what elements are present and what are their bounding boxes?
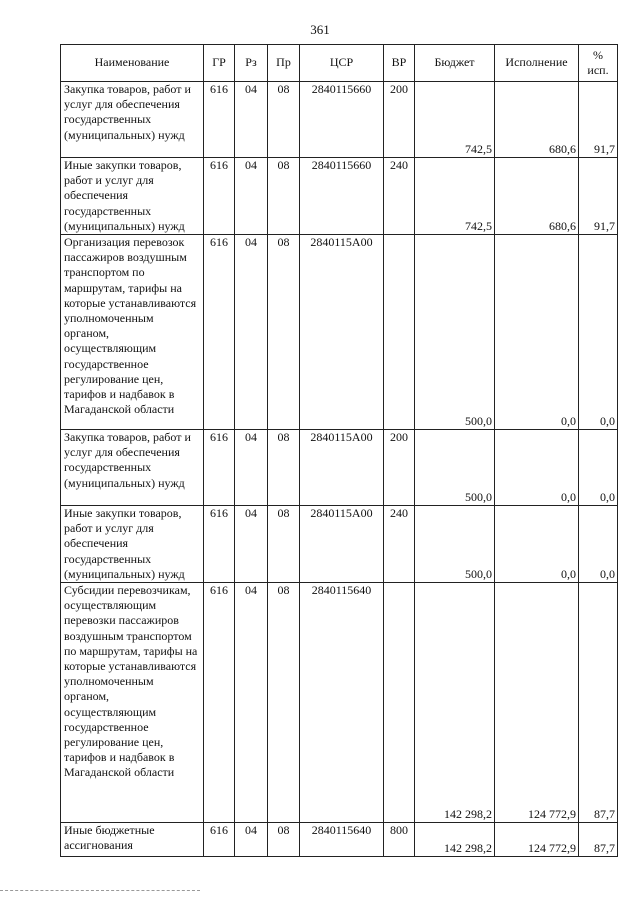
row-pct: 0,0 xyxy=(579,235,618,430)
row-budget: 500,0 xyxy=(415,430,495,506)
row-csr: 2840115640 xyxy=(300,583,384,823)
row-rz: 04 xyxy=(235,430,268,506)
row-name: Иные закупки товаров, работ и услуг для обеспечения государственных (муниципальных) нужд xyxy=(61,506,204,583)
row-rz: 04 xyxy=(235,158,268,235)
row-name: Организация перевозок пассажиров воздушным транспортом по маршрутам, тарифы на которые устанавливаются уполномоченным органом, осуществляющим государственное регулирование цен, тарифов и надбавок в Магаданской области xyxy=(61,235,204,430)
row-vr xyxy=(384,583,415,823)
row-gr: 616 xyxy=(204,583,235,823)
row-vr xyxy=(384,235,415,430)
row-execution: 0,0 xyxy=(495,430,579,506)
row-rz: 04 xyxy=(235,823,268,857)
header-execution: Исполнение xyxy=(495,45,579,82)
header-rz: Рз xyxy=(235,45,268,82)
row-budget: 142 298,2 xyxy=(415,583,495,823)
row-vr: 200 xyxy=(384,430,415,506)
row-name: Субсидии перевозчикам, осуществляющим перевозки пассажиров воздушным транспортом по маршрутам, тарифы на которые устанавливаются уполномоченным органом, осуществляющим государственное регулирование цен, тарифов и надбавок в Магаданской области xyxy=(61,583,204,823)
row-execution: 124 772,9 xyxy=(495,823,579,857)
page-number: 361 xyxy=(310,22,330,37)
budget-table xyxy=(60,44,618,857)
row-gr: 616 xyxy=(204,82,235,158)
row-csr: 2840115660 xyxy=(300,82,384,158)
row-pr: 08 xyxy=(268,823,300,857)
row-csr: 2840115640 xyxy=(300,823,384,857)
row-vr: 200 xyxy=(384,82,415,158)
table-row xyxy=(61,506,618,583)
row-pr: 08 xyxy=(268,158,300,235)
row-pct: 0,0 xyxy=(579,506,618,583)
row-execution: 124 772,9 xyxy=(495,583,579,823)
row-vr: 800 xyxy=(384,823,415,857)
row-pr: 08 xyxy=(268,583,300,823)
table-row xyxy=(61,823,618,857)
header-pct-line2: исп. xyxy=(587,63,609,77)
header-row xyxy=(61,45,618,82)
row-gr: 616 xyxy=(204,430,235,506)
row-rz: 04 xyxy=(235,583,268,823)
row-pr: 08 xyxy=(268,506,300,583)
header-gr: ГР xyxy=(204,45,235,82)
footer-divider xyxy=(0,890,200,891)
row-pct: 0,0 xyxy=(579,430,618,506)
header-name: Наименование xyxy=(61,45,204,82)
table-row xyxy=(61,158,618,235)
row-csr: 2840115А00 xyxy=(300,235,384,430)
header-pct xyxy=(579,45,618,82)
row-budget: 500,0 xyxy=(415,235,495,430)
row-csr: 2840115660 xyxy=(300,158,384,235)
header-pct-line1: % xyxy=(593,47,603,62)
row-pct: 91,7 xyxy=(579,158,618,235)
row-execution: 0,0 xyxy=(495,235,579,430)
header-csr: ЦСР xyxy=(300,45,384,82)
row-rz: 04 xyxy=(235,82,268,158)
row-budget: 742,5 xyxy=(415,82,495,158)
table-row xyxy=(61,235,618,430)
table-row xyxy=(61,430,618,506)
row-pct: 91,7 xyxy=(579,82,618,158)
row-gr: 616 xyxy=(204,823,235,857)
row-gr: 616 xyxy=(204,235,235,430)
row-name: Закупка товаров, работ и услуг для обеспечения государственных (муниципальных) нужд xyxy=(61,82,204,158)
row-budget: 742,5 xyxy=(415,158,495,235)
header-vr: ВР xyxy=(384,45,415,82)
table-row xyxy=(61,583,618,823)
row-budget: 500,0 xyxy=(415,506,495,583)
row-vr: 240 xyxy=(384,158,415,235)
header-pr: Пр xyxy=(268,45,300,82)
row-vr: 240 xyxy=(384,506,415,583)
row-pct: 87,7 xyxy=(579,823,618,857)
row-rz: 04 xyxy=(235,235,268,430)
row-gr: 616 xyxy=(204,158,235,235)
row-pct: 87,7 xyxy=(579,583,618,823)
header-budget: Бюджет xyxy=(415,45,495,82)
row-csr: 2840115А00 xyxy=(300,506,384,583)
row-budget: 142 298,2 xyxy=(415,823,495,857)
row-pr: 08 xyxy=(268,82,300,158)
row-pr: 08 xyxy=(268,430,300,506)
row-pr: 08 xyxy=(268,235,300,430)
row-name: Иные бюджетные ассигнования xyxy=(61,823,204,857)
row-name: Закупка товаров, работ и услуг для обеспечения государственных (муниципальных) нужд xyxy=(61,430,204,506)
row-gr: 616 xyxy=(204,506,235,583)
row-name: Иные закупки товаров, работ и услуг для обеспечения государственных (муниципальных) нужд xyxy=(61,158,204,235)
row-execution: 680,6 xyxy=(495,82,579,158)
row-csr: 2840115А00 xyxy=(300,430,384,506)
row-rz: 04 xyxy=(235,506,268,583)
row-execution: 0,0 xyxy=(495,506,579,583)
table-row xyxy=(61,82,618,158)
row-execution: 680,6 xyxy=(495,158,579,235)
